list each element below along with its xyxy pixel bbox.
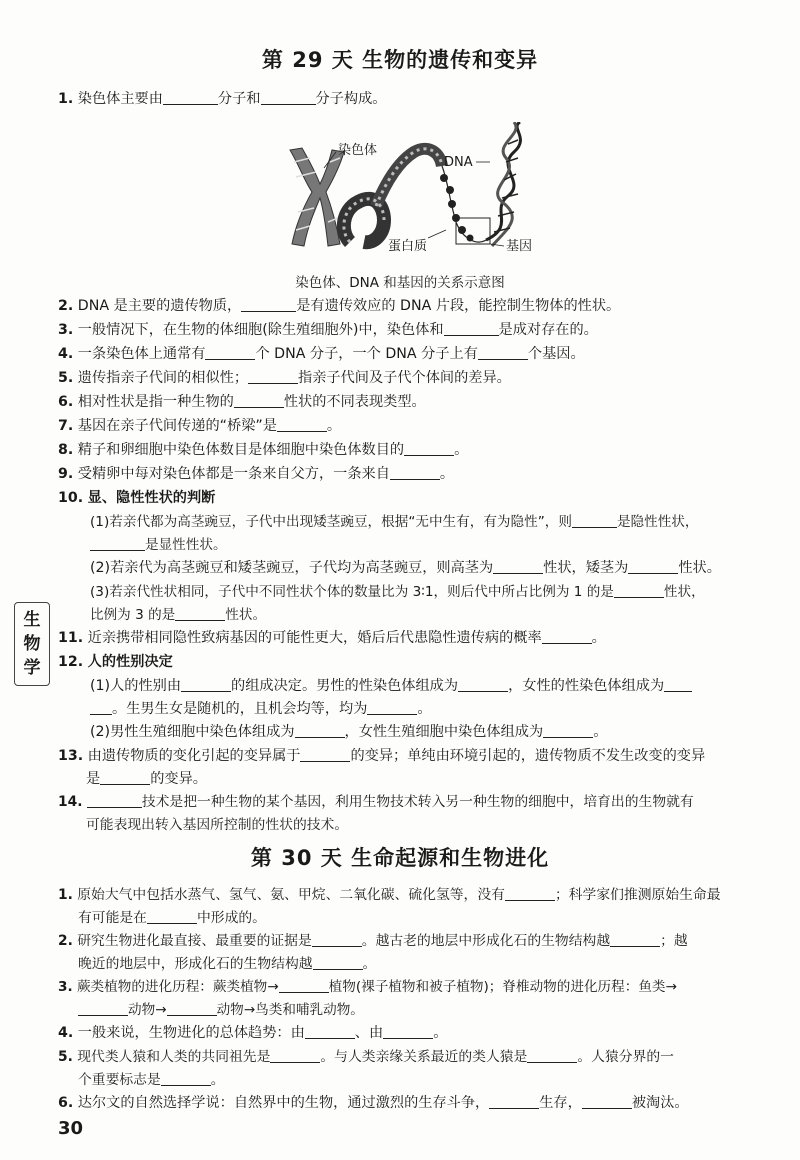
- answer-blank[interactable]: [248, 369, 298, 384]
- question-text: 。人猿分界的一: [577, 1049, 674, 1065]
- answer-blank[interactable]: [261, 90, 316, 105]
- question-text: 基因在亲子代间传递的“桥梁”是: [77, 418, 277, 434]
- answer-blank[interactable]: [383, 1024, 433, 1039]
- question-number: 2.: [58, 298, 74, 314]
- question-heading: 人的性别决定: [87, 654, 173, 670]
- answer-blank[interactable]: [493, 559, 543, 574]
- question-text: 一般情况下，在生物的体细胞(除生殖细胞外)中，染色体和: [77, 322, 444, 338]
- question-heading: 显、隐性性状的判断: [87, 490, 216, 506]
- question-text: 。: [362, 956, 377, 972]
- answer-blank[interactable]: [241, 297, 296, 312]
- question-number: 4.: [58, 1025, 74, 1041]
- question-text: DNA 是主要的遗传物质，: [77, 298, 242, 314]
- question-text: 相对性状是指一种生物的: [77, 394, 234, 410]
- question-text: 。: [454, 442, 469, 458]
- question-14: [58, 791, 758, 837]
- answer-blank[interactable]: [147, 909, 197, 924]
- sidebar-char: 物: [23, 634, 41, 654]
- question-text: 是: [86, 771, 101, 787]
- answer-blank[interactable]: [87, 793, 142, 808]
- answer-blank[interactable]: [404, 441, 454, 456]
- question-text: 。与人类亲缘关系最近的类人猿是: [320, 1049, 528, 1065]
- question-number: 13.: [58, 748, 84, 764]
- answer-blank[interactable]: [161, 1071, 211, 1086]
- question-number: 14.: [58, 794, 83, 810]
- question-text: 性状。: [678, 560, 721, 576]
- question-text: 、由: [354, 1025, 384, 1041]
- question-12-title: [58, 651, 758, 674]
- answer-blank[interactable]: [582, 1094, 632, 1109]
- answer-blank[interactable]: [489, 1094, 539, 1109]
- question-text: 性状，: [663, 584, 705, 600]
- answer-blank[interactable]: [478, 345, 528, 360]
- question-text: 生存，: [539, 1095, 582, 1111]
- question-text: (3)若亲代性状相同，子代中不同性状个体的数量比为 3∶1，则后代中所占比例为 1 的是: [90, 584, 614, 600]
- question-text: 分子构成。: [315, 91, 387, 107]
- question-7: [58, 415, 758, 438]
- answer-blank[interactable]: [527, 1048, 577, 1063]
- question-text: 精子和卵细胞中染色体数目是体细胞中染色体数目的: [77, 442, 405, 458]
- answer-blank[interactable]: [234, 393, 284, 408]
- question-1: [58, 88, 758, 111]
- figure-caption: 染色体、DNA 和基因的关系示意图: [295, 275, 505, 291]
- question-text: 的变异。: [150, 771, 207, 787]
- question-text: 。生男生女是随机的，且机会均等，均为: [112, 701, 368, 717]
- question-number: 2.: [58, 933, 73, 949]
- sidebar-char: 学: [23, 658, 41, 678]
- question-text: 染色体主要由: [77, 91, 163, 107]
- question-9: [58, 463, 758, 486]
- question-text: 。: [326, 418, 342, 434]
- answer-blank[interactable]: [542, 629, 592, 644]
- question-text: 植物(裸子植物和被子植物)；脊椎动物的进化历程：鱼类→: [328, 979, 677, 995]
- question-text: (2)若亲代为高茎豌豆和矮茎豌豆，子代均为高茎豌豆，则高茎为: [90, 560, 494, 576]
- question-text: 指亲子代间及子代个体间的差异。: [298, 370, 511, 386]
- question-text: 可能表现出转入基因所控制的性状的技术。: [86, 817, 349, 833]
- label-gene: 基因: [506, 239, 533, 254]
- question-number: 3.: [58, 322, 74, 338]
- answer-blank[interactable]: [610, 932, 660, 947]
- question-number: 6.: [58, 394, 74, 410]
- question-text: 一条染色体上通常有: [77, 346, 206, 362]
- question-number: 10.: [58, 490, 84, 506]
- question-text: 是成对存在的。: [498, 322, 598, 338]
- question-number: 8.: [58, 442, 74, 458]
- answer-blank[interactable]: [277, 417, 327, 432]
- question-11: [58, 627, 758, 650]
- question-2: [58, 295, 758, 318]
- question-text: 。: [433, 1025, 448, 1041]
- answer-blank[interactable]: [444, 321, 499, 336]
- question-text: 比例为 3 的是: [90, 607, 176, 623]
- question-r1: [58, 884, 758, 930]
- dna-helix-icon: [486, 122, 520, 246]
- question-text: 有可能是在: [78, 910, 147, 926]
- question-6: [58, 391, 758, 414]
- question-text: 近亲携带相同隐性致病基因的可能性更大，婚后后代患隐性遗传病的概率: [87, 630, 542, 646]
- question-text: 受精卵中每对染色体都是一条来自父方，一条来自: [77, 466, 390, 482]
- question-number: 9.: [58, 466, 74, 482]
- question-text: 被淘汰。: [631, 1095, 689, 1111]
- question-3: [58, 319, 758, 342]
- answer-blank[interactable]: [300, 747, 350, 762]
- question-r6: [58, 1092, 758, 1115]
- answer-blank[interactable]: [313, 955, 363, 970]
- answer-blank[interactable]: [312, 932, 362, 947]
- question-text: (2)男性生殖细胞中染色体组成为: [90, 724, 295, 740]
- label-chromosome: 染色体: [338, 143, 378, 158]
- chromosome-icon: [290, 148, 344, 246]
- question-r5: [58, 1046, 758, 1092]
- question-number: 12.: [58, 654, 84, 670]
- question-text: ，女性生殖细胞中染色体组成为: [344, 724, 544, 740]
- subject-sidebar-tab: [14, 602, 50, 686]
- question-text: 。: [439, 466, 455, 482]
- question-text: 是显性性状。: [145, 537, 227, 553]
- question-10-part-1: [90, 511, 758, 557]
- question-text: 。越古老的地层中形成化石的生物结构越: [361, 933, 611, 949]
- question-text: 性状的不同表现类型。: [283, 394, 426, 410]
- answer-blank[interactable]: [458, 677, 508, 692]
- answer-blank[interactable]: [572, 513, 617, 528]
- question-text: 动物→鸟类和哺乳动物。: [216, 1002, 364, 1018]
- question-number: 1.: [58, 887, 73, 903]
- page-title-day-30: 第 30 天 生命起源和生物进化: [250, 846, 550, 870]
- label-dna: DNA: [444, 155, 473, 170]
- question-text: 达尔文的自然选择学说：自然界中的生物，通过激烈的生存斗争，: [77, 1095, 490, 1111]
- question-10-part-2: [90, 557, 758, 580]
- question-text: 现代类人猿和人类的共同祖先是: [77, 1049, 271, 1065]
- answer-blank[interactable]: [100, 770, 150, 785]
- answer-blank[interactable]: [167, 1001, 217, 1016]
- question-number: 11.: [58, 630, 84, 646]
- question-r3: [58, 976, 758, 1022]
- answer-blank[interactable]: [628, 559, 678, 574]
- question-8: [58, 439, 758, 462]
- question-text: 由遗传物质的变化引起的变异属于: [87, 748, 301, 764]
- answer-blank[interactable]: [279, 978, 329, 993]
- answer-blank[interactable]: [614, 583, 664, 598]
- question-text: 蕨类植物的进化历程：蕨类植物→: [76, 979, 279, 995]
- question-10-title: [58, 487, 758, 510]
- question-text: 原始大气中包括水蒸气、氢气、氨、甲烷、二氧化碳、硫化氢等，没有: [77, 887, 505, 903]
- answer-blank[interactable]: [175, 606, 225, 621]
- label-protein: 蛋白质: [388, 239, 428, 254]
- question-text: 。: [417, 701, 432, 717]
- question-text: 个 DNA 分子，一个 DNA 分子上有: [255, 346, 478, 362]
- question-number: 5.: [58, 370, 74, 386]
- answer-blank[interactable]: [390, 465, 440, 480]
- answer-blank[interactable]: [664, 677, 692, 692]
- question-text: 性状。: [225, 607, 267, 623]
- question-text: ；越: [660, 933, 688, 949]
- question-text: (1)人的性别由: [90, 678, 182, 694]
- answer-blank[interactable]: [305, 1024, 355, 1039]
- question-r4: [58, 1022, 758, 1045]
- sidebar-char: 生: [23, 610, 41, 630]
- question-number: 7.: [58, 418, 74, 434]
- nucleosome-beads: [440, 166, 486, 242]
- question-text: (1)若亲代都为高茎豌豆，子代中出现矮茎豌豆，根据“无中生有，有为隐性”，则: [90, 514, 572, 530]
- question-text: 的组成决定。男性的性染色体组成为: [231, 678, 459, 694]
- question-10-part-3: [90, 581, 758, 627]
- question-text: 一般来说，生物进化的总体趋势：由: [77, 1025, 305, 1041]
- question-number: 1.: [58, 91, 74, 107]
- answer-blank[interactable]: [543, 723, 593, 738]
- answer-blank[interactable]: [295, 723, 345, 738]
- question-12-part-1: [90, 675, 758, 721]
- chromatin-coil: [344, 149, 442, 242]
- question-5: [58, 367, 758, 390]
- answer-blank[interactable]: [367, 700, 417, 715]
- question-text: 个基因。: [527, 346, 585, 362]
- answer-blank[interactable]: [205, 345, 255, 360]
- question-text: ；科学家们推测原始生命最: [554, 887, 721, 903]
- question-text: 是隐性性状，: [616, 514, 699, 530]
- question-text: 。: [210, 1072, 225, 1088]
- question-text: 动物→: [128, 1002, 167, 1018]
- answer-blank[interactable]: [78, 1001, 128, 1016]
- question-text: 性状，矮茎为: [543, 560, 629, 576]
- question-4: [58, 343, 758, 366]
- question-text: 的变异；单纯由环境引起的，遗传物质不发生改变的变异: [350, 748, 706, 764]
- answer-blank[interactable]: [181, 677, 231, 692]
- question-text: 是有遗传效应的 DNA 片段，能控制生物体的性状。: [296, 298, 621, 314]
- question-number: 3.: [58, 979, 73, 995]
- question-number: 5.: [58, 1049, 73, 1065]
- question-text: 。: [593, 724, 608, 740]
- question-text: 个重要标志是: [78, 1072, 161, 1088]
- page-number: 30: [58, 1118, 84, 1139]
- answer-blank[interactable]: [270, 1048, 320, 1063]
- question-12-part-2: [90, 721, 758, 744]
- question-text: 遗传指亲子代间的相似性；: [77, 370, 249, 386]
- question-number: 6.: [58, 1095, 74, 1111]
- answer-blank[interactable]: [163, 90, 218, 105]
- question-text: 中形成的。: [196, 910, 266, 926]
- answer-blank[interactable]: [505, 886, 555, 901]
- question-number: 4.: [58, 346, 74, 362]
- question-text: 研究生物进化最直接、最重要的证据是: [77, 933, 312, 949]
- page-title-day-29: 第 29 天 生物的遗传和变异: [261, 48, 539, 72]
- question-text: 技术是把一种生物的某个基因，利用生物技术转入另一种生物的细胞中，培育出的生物就有: [141, 794, 694, 810]
- answer-blank[interactable]: [90, 700, 112, 715]
- question-text: 。: [591, 630, 606, 646]
- answer-blank[interactable]: [90, 536, 145, 551]
- question-text: 分子和: [217, 91, 261, 107]
- question-r2: [58, 930, 758, 976]
- chromosome-dna-gene-diagram: [280, 122, 550, 267]
- question-text: 晚近的地层中，形成化石的生物结构越: [78, 956, 313, 972]
- question-13: [58, 745, 758, 791]
- question-text: ，女性的性染色体组成为: [508, 678, 665, 694]
